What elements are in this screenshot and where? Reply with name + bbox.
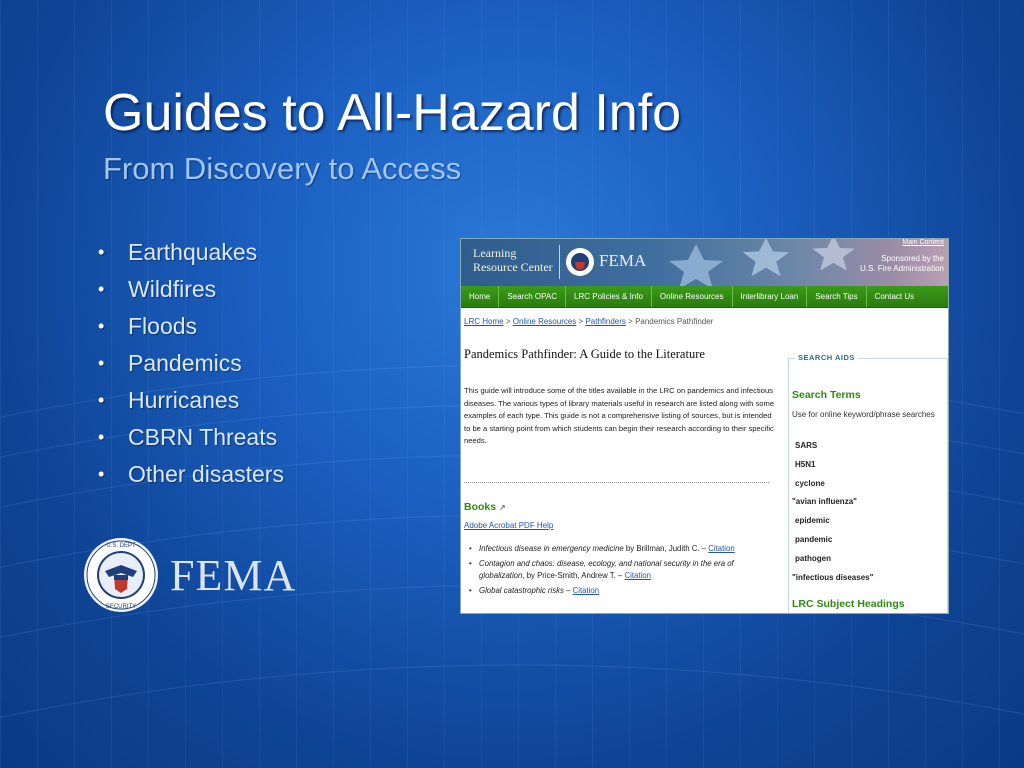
- list-item: H5N1: [795, 459, 816, 469]
- star-decoration-icon: [806, 239, 861, 271]
- list-item: pathogen: [795, 553, 831, 563]
- breadcrumb-pathfinders[interactable]: Pathfinders: [585, 317, 626, 326]
- bullet-item: • Floods: [98, 313, 198, 339]
- list-item: • Contagion and chaos: disease, ecology, and national security in the era of globalization, by Price-Smith, Andrew T. – Citation: [479, 558, 769, 582]
- nav-contact-us[interactable]: Contact Us: [874, 292, 915, 301]
- divider: [464, 482, 769, 483]
- nav-home[interactable]: Home: [461, 286, 499, 307]
- bullet-item: • Pandemics: [98, 350, 242, 376]
- list-item: "infectious diseases": [792, 572, 874, 582]
- books-heading: Books ↗: [464, 501, 506, 513]
- external-link-icon: ↗: [499, 503, 506, 512]
- list-item: epidemic: [795, 516, 830, 526]
- search-aids-label: SEARCH AIDS: [795, 353, 858, 362]
- citation-link[interactable]: Citation: [708, 544, 735, 553]
- search-terms-description: Use for online keyword/phrase searches: [792, 410, 935, 419]
- book-list: [479, 543, 769, 600]
- header-fema-text: FEMA: [599, 251, 647, 270]
- nav-search-opac[interactable]: Search OPAC: [499, 286, 566, 307]
- star-decoration-icon: [736, 239, 796, 277]
- fema-logo-text: FEMA: [170, 551, 297, 600]
- list-item: • Global catastrophic risks – Citation: [479, 585, 769, 597]
- breadcrumb-lrc-home[interactable]: LRC Home: [464, 317, 504, 326]
- intro-paragraph: This guide will introduce some of the titles available in the LRC on pandemics and infectious diseases. The various types of library materials useful in research are listed along with some examples of each type. This guide is not a comprehensive listing of sources, but is intended to be a starting point from which students can begin their research according to their specific needs.: [464, 386, 775, 446]
- svg-text:U.S. DEPT: U.S. DEPT: [106, 543, 136, 549]
- pdf-help-link[interactable]: Adobe Acrobat PDF Help: [464, 521, 554, 530]
- dhs-seal-icon: [83, 537, 159, 613]
- page-title: Pandemics Pathfinder: A Guide to the Literature: [464, 347, 705, 361]
- citation-link[interactable]: Citation: [572, 586, 600, 595]
- sponsor-text: Sponsored by the U.S. Fire Administration: [859, 254, 944, 273]
- bullet-item: • Earthquakes: [98, 239, 258, 265]
- svg-text:SECURITY: SECURITY: [105, 604, 137, 610]
- star-decoration-icon: [661, 244, 731, 286]
- hazard-bullet-list: [98, 236, 284, 495]
- subject-headings-heading: LRC Subject Headings: [792, 598, 905, 610]
- breadcrumb-online-resources[interactable]: Online Resources: [512, 317, 577, 326]
- nav-online-resources[interactable]: Online Resources: [652, 286, 733, 307]
- slide-subtitle: From Discovery to Access: [103, 151, 462, 186]
- slide-title: Guides to All-Hazard Info: [103, 84, 682, 142]
- nav-interlibrary-loan[interactable]: Interlibrary Loan: [733, 286, 808, 307]
- bullet-item: • Hurricanes: [98, 387, 240, 413]
- citation-link[interactable]: Citation: [624, 571, 651, 580]
- site-nav-bar: [461, 286, 948, 308]
- breadcrumb: LRC Home > Online Resources > Pathfinders > Pandemics Pathfinder: [464, 317, 714, 326]
- nav-search-tips[interactable]: Search Tips: [807, 286, 866, 307]
- site-header: [461, 239, 948, 286]
- breadcrumb-current: Pandemics Pathfinder: [635, 317, 714, 326]
- list-item: • Infectious disease in emergency medicine by Brillman, Judith C. – Citation: [479, 543, 769, 555]
- bullet-item: • Other disasters: [98, 461, 284, 487]
- search-terms-list: [792, 440, 873, 590]
- bullet-item: • CBRN Threats: [98, 424, 278, 450]
- search-aids-sidebar: [788, 353, 948, 614]
- main-content-link[interactable]: Main Content: [902, 239, 944, 246]
- dhs-seal-icon: [565, 247, 595, 277]
- list-item: cyclone: [795, 478, 825, 488]
- bullet-item: • Wildfires: [98, 276, 217, 302]
- nav-lrc-policies[interactable]: LRC Policies & Info: [566, 286, 652, 307]
- list-item: SARS: [795, 441, 818, 450]
- lrc-website-screenshot: [460, 238, 949, 614]
- search-terms-heading: Search Terms: [792, 389, 861, 401]
- list-item: "avian influenza": [792, 497, 857, 507]
- list-item: pandemic: [795, 534, 833, 544]
- header-divider: [559, 245, 560, 279]
- site-name[interactable]: Learning Resource Center: [473, 246, 553, 274]
